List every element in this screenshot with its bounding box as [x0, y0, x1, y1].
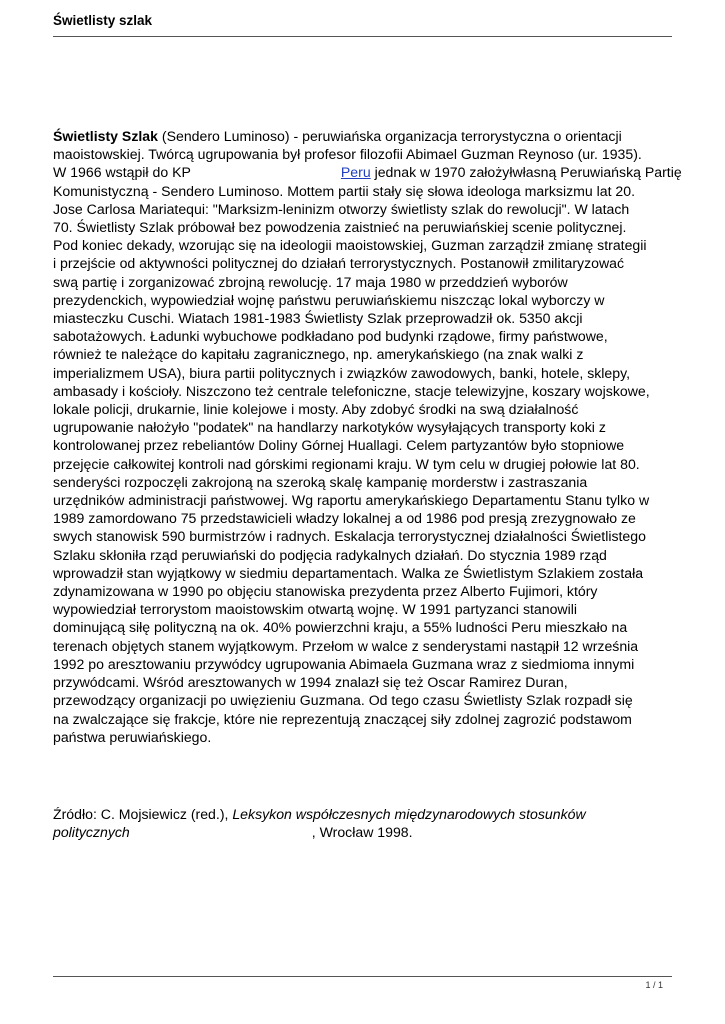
article-line	[53, 127, 675, 145]
citation-prefix: Źródło: C. Mojsiewicz (red.),	[53, 806, 233, 822]
article-body	[53, 127, 682, 746]
article-line: również te należące do kapitału zagranicznego, np. amerykańskiego (na znak walki z	[53, 346, 584, 363]
article-line: 1989 zamordowano 75 przedstawicieli władzy lokalnej a od 1986 pod presją zrezygnowało ze	[53, 510, 636, 527]
article-line: senderyści rozpoczęli zakrojoną na szeroką skalę kampanię morderstw i zastraszania	[53, 473, 588, 490]
article-line: i przejście od aktywności politycznej do działań terrorystycznych. Postanowił zmilitaryzować	[53, 255, 625, 272]
article-line: Pod koniec dekady, wzorując się na ideologii maoistowskiej, Guzman zarządził zmianę strategii	[53, 237, 647, 254]
page-number: 1 / 1	[645, 980, 663, 990]
article-line: kontrolowanej przez rebeliantów Doliny Górnej Huallagi. Celem partyzantów było stopniowe	[53, 437, 625, 454]
article-line: państwa peruwiańskiego.	[53, 728, 212, 745]
article-text: (Sendero Luminoso) - peruwiańska organizacja terrorystyczna o orientacji	[157, 128, 622, 144]
lead-term: Świetlisty Szlak	[53, 128, 158, 144]
article-line: ugrupowanie nałożyło "podatek" na handlarzy narkotyków wysyłających transporty koki z	[53, 419, 606, 436]
source-citation	[53, 805, 675, 841]
article-line: 70. Świetlisty Szlak próbował bez powodzenia zaistnieć na peruwiańskiej scenie politycznej.	[53, 219, 627, 236]
citation-title: Leksykon współczesnych międzynarodowych stosunków	[232, 806, 586, 822]
article-line: przywódcami. Wśród aresztowanych w 1994 znalazł się też Oscar Ramirez Duran,	[53, 674, 568, 691]
document-title: Świetlisty szlak	[53, 13, 153, 28]
article-line: Szlaku skłoniła rząd peruwiański do podjęcia radykalnych działań. Do stycznia 1989 rząd	[53, 546, 607, 563]
article-line: urzędników administracji państwowej. Wg raportu amerykańskiego Departamentu Stanu tylko w	[53, 492, 650, 509]
article-line	[53, 163, 682, 181]
article-line: 1992 po aresztowaniu przywódcy ugrupowania Abimaela Guzmana wraz z siedmioma innymi	[53, 655, 635, 672]
article-line: sabotażowych. Ładunki wybuchowe podkładano pod budynki rządowe, firmy państwowe,	[53, 328, 608, 345]
article-line: imperializmem USA), biura partii politycznych i związków zawodowych, banki, hotele, sklepy,	[53, 364, 631, 381]
header-divider	[53, 36, 672, 37]
article-line: wypowiedział terrorystom maoistowskim otwartą wojnę. W 1991 partyzanci stanowili	[53, 601, 578, 618]
article-line: swych stanowisk 590 burmistrzów i radnych. Eskalacja terrorystycznej działalności Świetlistego	[53, 528, 646, 545]
article-text: W 1966 wstąpił do KP	[53, 164, 191, 181]
article-line: prezydenckich, wypowiedział wojnę państwu peruwiańskiemu niszcząc lokal wyborczy w	[53, 291, 605, 308]
article-line: terenach objętych stanem wyjątkowym. Przełom w walce z senderystami nastąpił 12 września	[53, 637, 639, 654]
article-line: swą partię i zorganizować zbrojną rewolucję. 17 maja 1980 w przeddzień wyborów	[53, 273, 568, 290]
article-line: zdynamizowana w 1990 po objęciu stanowiska prezydenta przez Alberto Fujimori, który	[53, 583, 598, 600]
article-line: dominującą siłę polityczną na ok. 40% powierzchni kraju, a 55% ludności Peru mieszkało na	[53, 619, 628, 636]
article-line: przejęcie całkowitej kontroli nad górskimi regionami kraju. W tym celu w drugiej połowie lat 80.	[53, 455, 640, 472]
footer-divider	[53, 976, 672, 977]
article-line: Komunistyczną - Sendero Luminoso. Mottem partii stały się słowa ideologa marksizmu lat 20.	[53, 182, 636, 199]
article-text: jednak w 1970 założyłwłasną Peruwiańską Partię	[370, 164, 682, 181]
citation-line	[53, 823, 675, 841]
article-line: maoistowskiej. Twórcą ugrupowania był profesor filozofii Abimael Guzman Reynoso (ur. 1935).	[53, 146, 642, 163]
article-line: lokale policji, drukarnie, linie kolejowe i mosty. Aby zdobyć środki na swą działalność	[53, 401, 579, 418]
article-line: Jose Carlosa Mariatequi: "Marksizm-leninizm otworzy świetlisty szlak do rewolucji". W latach	[53, 200, 630, 217]
article-paragraph	[53, 127, 682, 746]
article-line: miasteczku Cuschi. Wiatach 1981-1983 Świetlisty Szlak przeprowadził ok. 5350 akcji	[53, 310, 583, 327]
article-line: na zwalczające się frakcje, które nie reprezentują znaczącej siły zdolnej zagrozić podstawom	[53, 710, 632, 727]
article-line: przewodzący organizacji po uwięzieniu Guzmana. Od tego czasu Świetlisty Szlak rozpadł się	[53, 692, 633, 709]
article-line: wprowadził stan wyjątkowy w siedmiu departamentach. Walka ze Świetlistym Szlakiem została	[53, 564, 644, 581]
article-line: ambasady i kościoły. Niszczono też centrale telefoniczne, stacje telewizyjne, koszary wojskowe,	[53, 382, 650, 399]
citation-suffix: , Wrocław 1998.	[311, 824, 413, 841]
peru-link[interactable]: Peru	[340, 164, 371, 181]
citation-line	[53, 805, 675, 823]
citation-title-continued: politycznych	[53, 824, 130, 841]
